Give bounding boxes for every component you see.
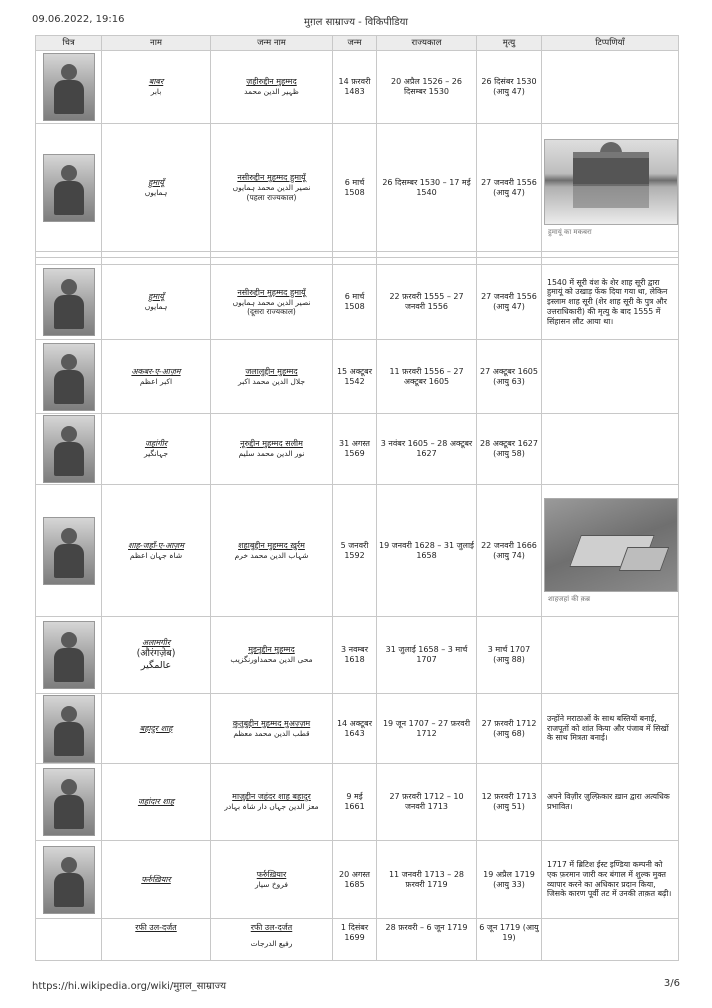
reign-cell: 11 फ़रवरी 1556 – 27 अक्टूबर 1605	[377, 340, 477, 414]
emperor-portrait[interactable]	[43, 268, 95, 336]
table-row	[36, 764, 679, 841]
birth-name[interactable]: माज़ुद्दीन जहंदर शाह बहादुर	[232, 792, 311, 802]
birth-name-urdu: شہاب الدین محمد خرم	[234, 550, 309, 560]
notes-cell: 1717 में ब्रिटिश ईस्ट इण्डिया कम्पनी को एक फ़रमान जारी कर बंगाल में शुल्क मुक्त व्यापार करने का अधिकार प्रदान किया, जिसके कारण पूर्वी तट में उनकी ताक़त बढ़ी।	[542, 841, 679, 919]
born-cell: 15 अक्टूबर 1542	[333, 340, 377, 414]
emperor-name-urdu: ہمایوں	[144, 187, 168, 197]
born-cell: 31 अगस्त 1569	[333, 414, 377, 485]
emperor-portrait[interactable]	[43, 846, 95, 914]
birth-name-urdu: نصیر الدین محمد ہمایوں	[232, 297, 311, 307]
table-header-row	[36, 36, 679, 51]
emperor-name-link[interactable]: रफी उल-दर्जत	[135, 923, 177, 932]
emperor-name-link[interactable]: अलामगीर	[141, 638, 171, 648]
emperor-portrait[interactable]	[43, 154, 95, 222]
birth-name-urdu: قطب الدین محمد معظم	[233, 728, 310, 738]
table-row	[36, 617, 679, 694]
born-cell: 9 मई 1661	[333, 764, 377, 841]
birth-name[interactable]: शहाबुद्दीन मुहम्मद ख़ुर्रम	[238, 540, 305, 550]
col-header-born: जन्म	[333, 36, 377, 51]
tomb-photo[interactable]	[544, 139, 678, 225]
page-url: https://hi.wikipedia.org/wiki/मुग़ल_साम्राज्य	[32, 981, 227, 992]
death-cell: 22 जनवरी 1666 (आयु 74)	[477, 485, 542, 617]
reign-number-note: (पहला राज्यकाल)	[246, 192, 297, 202]
col-header-name: नाम	[102, 36, 211, 51]
table-row	[36, 841, 679, 919]
table-row	[36, 919, 679, 961]
birth-name[interactable]: क़ुतुबुद्दीन मुहम्मद मुअज़्ज़म	[232, 718, 311, 728]
birth-name[interactable]: जलालुद्दीन मुहम्मद	[245, 366, 298, 376]
birth-name-urdu: فروخ سیار	[254, 879, 289, 889]
reign-cell: 22 फ़रवरी 1555 – 27 जनवरी 1556	[377, 265, 477, 340]
birth-name[interactable]: नसीरुद्दीन मुहम्मद हुमायूँ	[237, 287, 306, 297]
emperor-portrait[interactable]	[43, 768, 95, 836]
table-row	[36, 51, 679, 124]
col-header-death: मृत्यु	[477, 36, 542, 51]
emperor-name-link[interactable]: फर्रुख़ियार	[141, 874, 171, 884]
born-cell: 14 अक्टूबर 1643	[333, 694, 377, 764]
birth-name-urdu: معز الدین جہاں دار شاہ بہادر	[224, 802, 319, 812]
death-cell: 28 अक्टूबर 1627 (आयु 58)	[477, 414, 542, 485]
birth-name-urdu: محی الدین محمداورنگزیب	[230, 655, 313, 665]
emperor-name-urdu: اکبر اعظم	[139, 376, 173, 386]
birth-name-urdu: ظہیر الدین محمد	[244, 87, 299, 97]
table-row	[36, 265, 679, 340]
notes-cell	[542, 617, 679, 694]
birth-name[interactable]: नसीरुद्दीन मुहम्मद हुमायूँ	[237, 173, 306, 183]
emperor-portrait[interactable]	[43, 53, 95, 121]
birth-name-urdu: نصیر الدین محمد ہمایوں	[232, 183, 311, 193]
emperor-name-urdu: شاہ جہان اعظم	[129, 550, 183, 560]
reign-cell: 3 नवंबर 1605 – 28 अक्टूबर 1627	[377, 414, 477, 485]
reign-cell: 19 जून 1707 – 27 फ़रवरी 1712	[377, 694, 477, 764]
emperor-name-link[interactable]: बाबर	[148, 77, 164, 87]
emperor-portrait[interactable]	[43, 415, 95, 483]
col-header-reign: राज्यकाल	[377, 36, 477, 51]
emperor-portrait[interactable]	[43, 343, 95, 411]
notes-cell	[542, 340, 679, 414]
death-cell: 3 मार्च 1707 (आयु 88)	[477, 617, 542, 694]
notes-cell: 1540 में सूरी वंश के शेर शाह सूरी द्वारा हुमायूं को उखाड़ फेंक दिया गया था, लेकिन इस्लाम शाह सूरी (शेर शाह सूरी के पुत्र और उत्तराधिकारी) की मृत्यु के बाद 1555 में सिंहासन लौट आया था।	[542, 265, 679, 340]
col-header-image: चित्र	[36, 36, 102, 51]
page-title: मुग़ल साम्राज्य - विकिपीडिया	[304, 17, 408, 28]
emperor-portrait[interactable]	[43, 695, 95, 763]
born-cell: 6 मार्च 1508	[333, 124, 377, 252]
emperor-name-urdu: عالمگیر	[140, 660, 172, 671]
birth-name-urdu: رفیع الدرجات	[250, 939, 293, 948]
emperor-name-link[interactable]: जहांगीर	[144, 439, 168, 449]
page-number: 3/6	[663, 978, 680, 989]
grave-photo[interactable]	[544, 498, 678, 592]
table-row	[36, 694, 679, 764]
emperor-name-link[interactable]: अकबर-ए-आज़म	[131, 366, 181, 376]
col-header-notes: टिप्पणियाँ	[542, 36, 679, 51]
emperor-name-link[interactable]: बहादुर शाह	[139, 723, 173, 733]
emperor-name-link[interactable]: हुमायूँ	[148, 292, 164, 302]
birth-name[interactable]: नूरुद्दीन मुहम्मद सलीम	[240, 439, 303, 449]
born-cell: 5 जनवरी 1592	[333, 485, 377, 617]
born-cell: 20 अगस्त 1685	[333, 841, 377, 919]
emperor-name-urdu: جہانگیر	[144, 449, 168, 459]
born-cell: 1 दिसंबर 1699	[333, 919, 377, 961]
reign-cell: 31 जुलाई 1658 – 3 मार्च 1707	[377, 617, 477, 694]
death-cell: 26 दिसंबर 1530 (आयु 47)	[477, 51, 542, 124]
reign-cell: 28 फ़रवरी – 6 जून 1719	[377, 919, 477, 961]
reign-cell: 27 फ़रवरी 1712 – 10 जनवरी 1713	[377, 764, 477, 841]
notes-cell	[542, 919, 679, 961]
death-cell: 27 जनवरी 1556 (आयु 47)	[477, 124, 542, 252]
mughal-emperors-table	[35, 35, 679, 961]
born-cell: 3 नवम्बर 1618	[333, 617, 377, 694]
image-caption: शाहजहां की क़ब्र	[548, 594, 591, 603]
table-row	[36, 485, 679, 617]
emperor-name-link[interactable]: शाह-जहाँ-ए-आज़म	[128, 540, 184, 550]
death-cell: 6 जून 1719 (आयु 19)	[477, 919, 542, 961]
birth-name[interactable]: मुइनुद्दीन मुहम्मद	[248, 645, 295, 655]
emperor-name-urdu: بابر	[150, 87, 162, 97]
emperor-portrait[interactable]	[43, 621, 95, 689]
print-datetime: 09.06.2022, 19:16	[32, 14, 125, 25]
born-cell: 6 मार्च 1508	[333, 265, 377, 340]
notes-cell	[542, 414, 679, 485]
reign-cell: 11 जनवरी 1713 – 28 फ़रवरी 1719	[377, 841, 477, 919]
birth-name-urdu: نور الدین محمد سلیم	[238, 449, 305, 459]
emperor-name-link[interactable]: हुमायूँ	[148, 177, 164, 187]
notes-cell	[542, 51, 679, 124]
reign-number-note: (दूसरा राज्यकाल)	[247, 307, 296, 316]
emperor-name-link[interactable]: जहांदार शाह	[137, 797, 175, 806]
birth-name[interactable]: रफी उल-दर्जत	[250, 923, 293, 932]
col-header-birth-name: जन्म नाम	[211, 36, 333, 51]
table-row	[36, 414, 679, 485]
birth-name-urdu: جلال الدین محمد اکبر	[237, 376, 305, 386]
empty-row	[36, 258, 679, 265]
reign-cell: 19 जनवरी 1628 – 31 जुलाई 1658	[377, 485, 477, 617]
image-caption: हुमायूं का मकबरा	[548, 227, 592, 236]
death-cell: 27 जनवरी 1556 (आयु 47)	[477, 265, 542, 340]
table-row	[36, 340, 679, 414]
notes-cell: अपने विज़ीर ज़ुल्फ़िकार ख़ान द्वारा अत्यधिक प्रभावित।	[542, 764, 679, 841]
reign-cell: 20 अप्रैल 1526 – 26 दिसम्बर 1530	[377, 51, 477, 124]
table-row	[36, 124, 679, 252]
born-cell: 14 फ़रवरी 1483	[333, 51, 377, 124]
emperor-name-urdu: ہمایوں	[144, 302, 168, 312]
notes-cell: उन्होंने मराठाओं के साथ बस्तियों बनाई, राजपूतों को शांत किया और पंजाब में सिखों के साथ मित्रता बनाई।	[542, 694, 679, 764]
death-cell: 27 अक्टूबर 1605 (आयु 63)	[477, 340, 542, 414]
birth-name[interactable]: फर्रुख़ियार	[256, 869, 287, 879]
reign-cell: 26 दिसम्बर 1530 – 17 मई 1540	[377, 124, 477, 252]
death-cell: 19 अप्रैल 1719 (आयु 33)	[477, 841, 542, 919]
emperor-portrait[interactable]	[43, 517, 95, 585]
death-cell: 27 फ़रवरी 1712 (आयु 68)	[477, 694, 542, 764]
death-cell: 12 फ़रवरी 1713 (आयु 51)	[477, 764, 542, 841]
emperor-name-paren: (औरंगज़ेब)	[136, 648, 176, 660]
birth-name[interactable]: ज़हीरुद्दीन मुहम्मद	[246, 77, 297, 87]
